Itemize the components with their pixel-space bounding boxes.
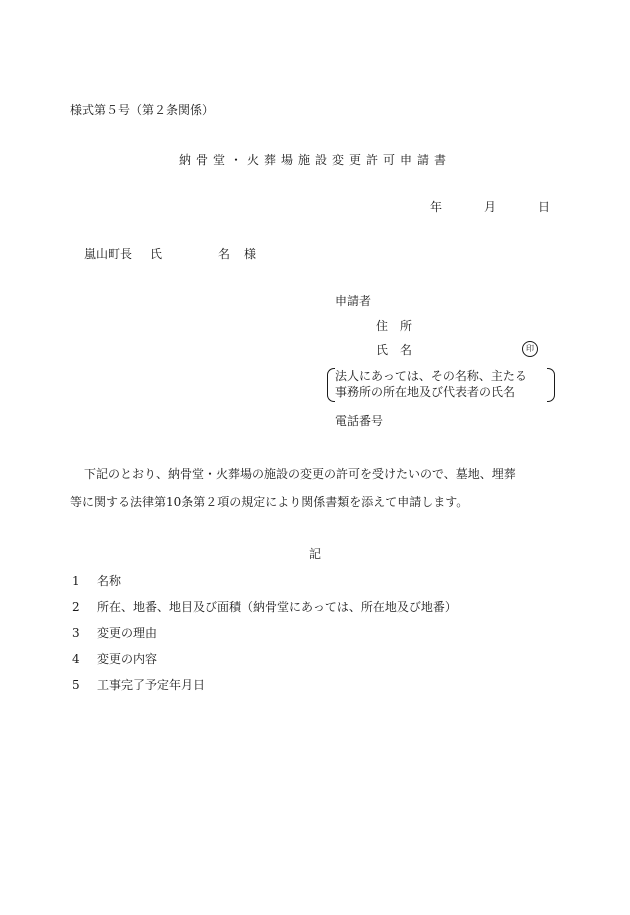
body-line-2: 等に関する法律第10条第２項の規定により関係書類を添えて申請します。 — [70, 495, 469, 509]
applicant-label: 申請者 — [335, 294, 372, 308]
corporation-note-line-1: 法人にあっては、その名称、主たる — [335, 369, 527, 383]
item-text: 工事完了予定年月日 — [97, 678, 206, 692]
name-label: 氏 名 — [376, 343, 413, 357]
item-number: 1 — [72, 574, 80, 588]
seal-icon: 印 — [522, 341, 538, 357]
item-number: 4 — [72, 652, 80, 666]
phone-number-label: 電話番号 — [335, 414, 384, 428]
item-number: 2 — [72, 600, 80, 614]
addressee-name-suffix: 名 — [218, 247, 231, 261]
form-number-label: 様式第５号（第２条関係） — [70, 103, 215, 117]
addressee-office: 嵐山町長 — [84, 247, 133, 261]
item-text: 変更の内容 — [97, 652, 158, 666]
application-body-text — [70, 460, 570, 516]
ki-heading: 記 — [308, 547, 321, 561]
addressee-name-prefix: 氏 — [150, 247, 163, 261]
item-number: 5 — [72, 678, 80, 692]
address-label: 住 所 — [376, 319, 413, 333]
corporation-note — [327, 368, 555, 402]
date-month-label: 月 — [484, 200, 497, 214]
item-text: 所在、地番、地目及び面積（納骨堂にあっては、所在地及び地番） — [97, 600, 457, 614]
date-day-label: 日 — [538, 200, 551, 214]
left-bracket — [327, 368, 335, 402]
corporation-note-line-2: 事務所の所在地及び代表者の氏名 — [335, 385, 516, 399]
document-title: 納骨堂・火葬場施設変更許可申請書 — [178, 153, 451, 167]
date-year-label: 年 — [430, 200, 443, 214]
right-bracket — [547, 368, 555, 402]
addressee-honorific: 様 — [244, 247, 257, 261]
item-text: 変更の理由 — [97, 626, 158, 640]
item-number: 3 — [72, 626, 80, 640]
item-text: 名称 — [97, 574, 122, 588]
body-line-1: 下記のとおり、納骨堂・火葬場の施設の変更の許可を受けたいので、墓地、埋葬 — [84, 467, 516, 481]
